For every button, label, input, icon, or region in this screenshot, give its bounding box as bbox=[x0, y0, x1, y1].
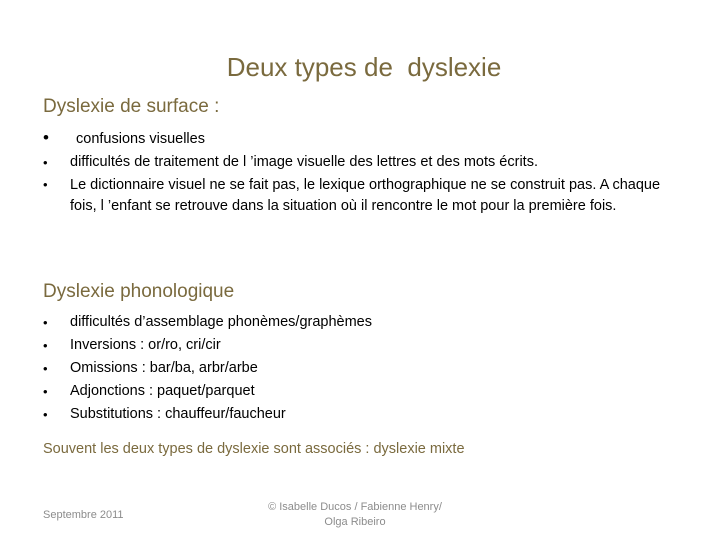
list-item-text: Inversions : or/ro, cri/cir bbox=[70, 337, 221, 353]
list-item-text: Substitutions : chauffeur/faucheur bbox=[70, 406, 286, 422]
slide-title: Deux types de dyslexie bbox=[226, 52, 502, 82]
list-item bbox=[43, 151, 683, 174]
list-item-text: Omissions : bar/ba, arbr/arbe bbox=[70, 360, 258, 376]
footer-date: Septembre 2011 bbox=[43, 509, 124, 521]
list-item-text: difficultés d’assemblage phonèmes/graphèmes bbox=[70, 314, 372, 330]
phonologique-list bbox=[43, 311, 683, 426]
list-item bbox=[43, 311, 683, 334]
footer-credit-line: Olga Ribeiro bbox=[324, 516, 386, 528]
bullet-icon: • bbox=[43, 361, 48, 376]
list-item bbox=[43, 128, 683, 151]
closing-statement: Souvent les deux types de dyslexie sont associés : dyslexie mixte bbox=[43, 441, 465, 457]
list-item bbox=[43, 174, 683, 217]
bullet-icon: • bbox=[43, 128, 49, 147]
footer-credit-line: © Isabelle Ducos / Fabienne Henry/ bbox=[268, 501, 442, 513]
bullet-icon: • bbox=[43, 315, 48, 330]
list-item-text: Le dictionnaire visuel ne se fait pas, le lexique orthographique ne se construit pas. A chaque fois, l ’enfant se retrouve dans la situation où il rencontre le mot pour la première fois. bbox=[70, 177, 661, 214]
surface-list bbox=[43, 128, 683, 217]
bullet-icon: • bbox=[43, 177, 48, 192]
list-item bbox=[43, 334, 683, 357]
footer-credit bbox=[250, 500, 460, 530]
list-item bbox=[43, 403, 683, 426]
bullet-icon: • bbox=[43, 155, 48, 170]
list-item bbox=[43, 380, 683, 403]
surface-heading: Dyslexie de surface : bbox=[43, 96, 220, 117]
phonologique-heading: Dyslexie phonologique bbox=[43, 281, 235, 302]
bullet-icon: • bbox=[43, 384, 48, 399]
bullet-icon: • bbox=[43, 338, 48, 353]
list-item-text: difficultés de traitement de l ’image visuelle des lettres et des mots écrits. bbox=[70, 154, 538, 170]
list-item bbox=[43, 357, 683, 380]
list-item-text: confusions visuelles bbox=[76, 131, 205, 147]
bullet-icon: • bbox=[43, 407, 48, 422]
list-item-text: Adjonctions : paquet/parquet bbox=[70, 383, 255, 399]
